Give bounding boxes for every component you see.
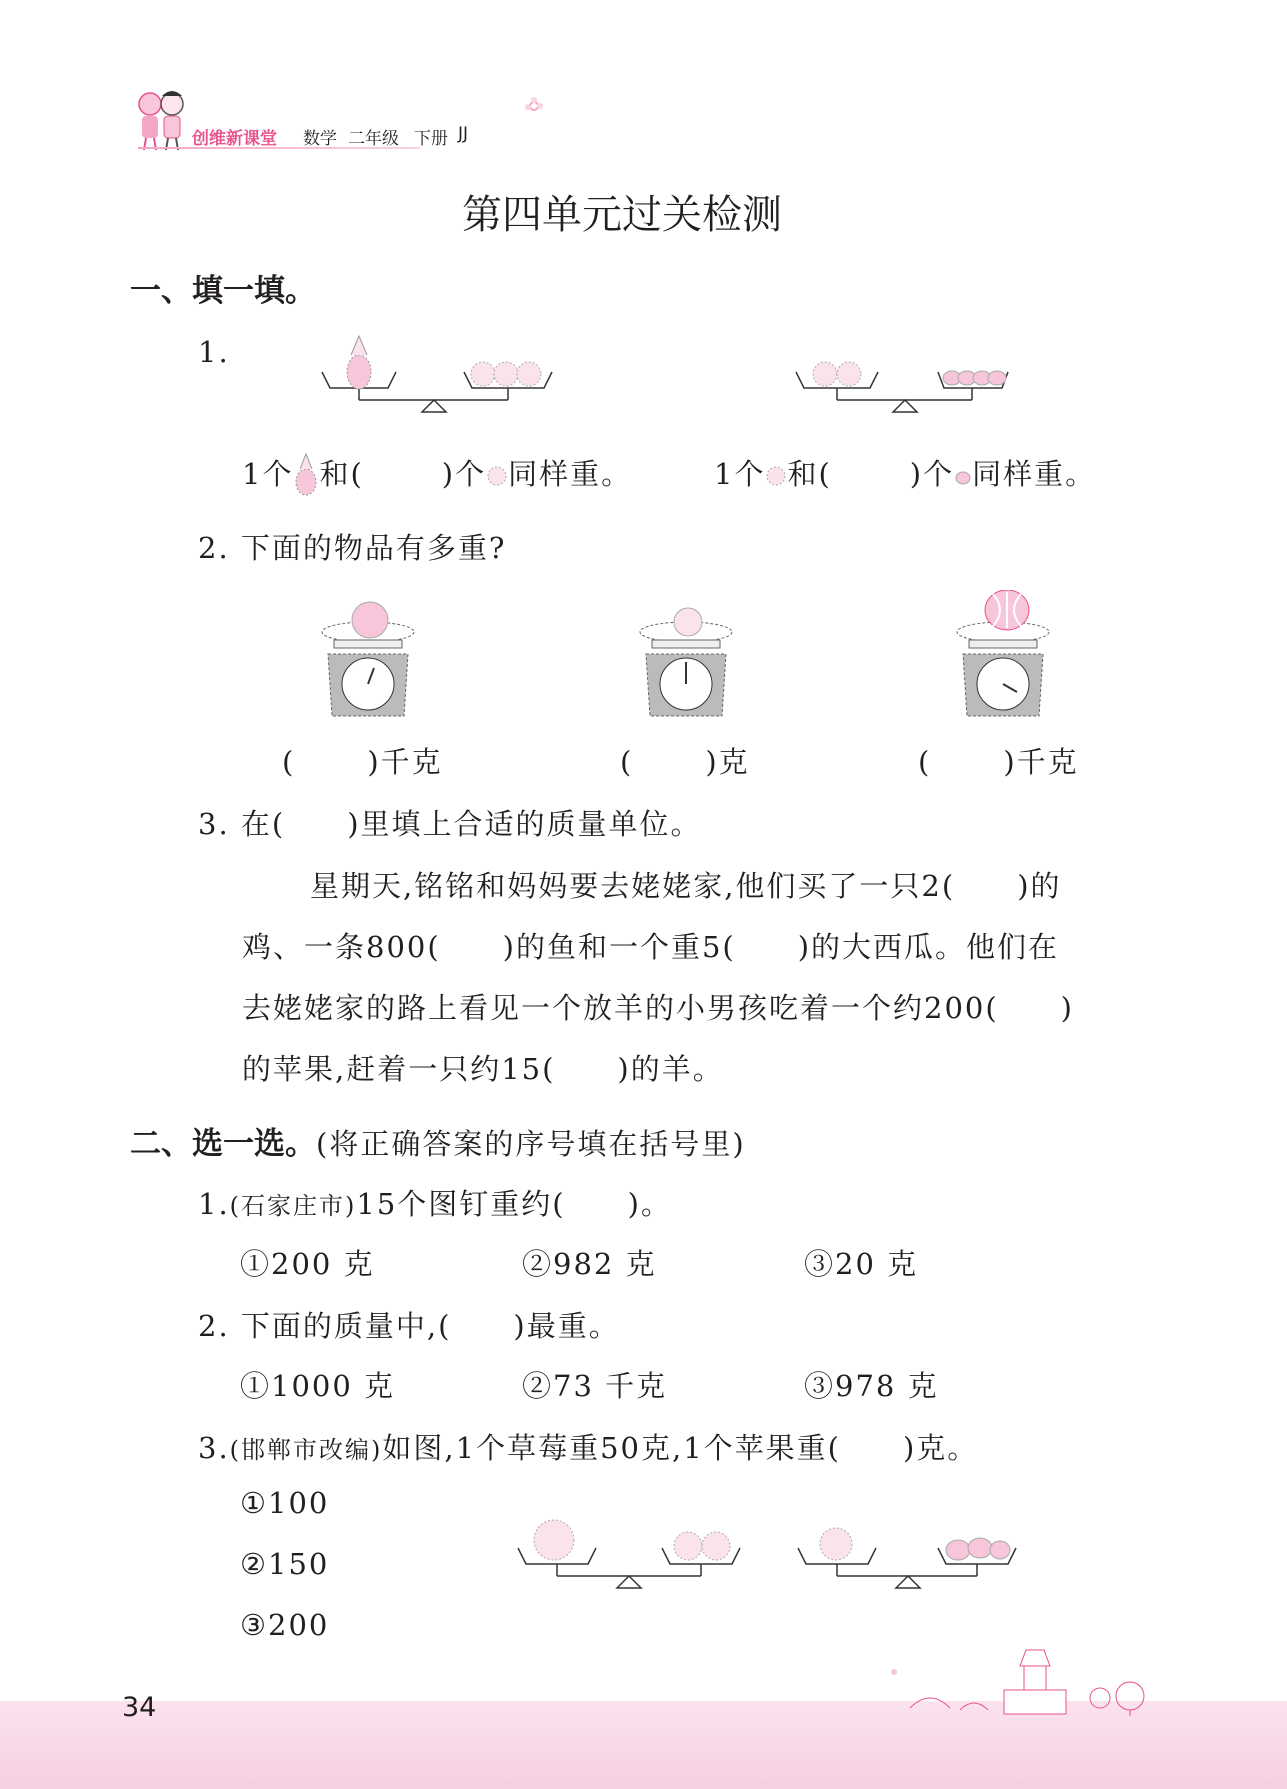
- kitchen-scale-cabbage: [318, 600, 418, 720]
- s2-q1-option-2: ②982 克: [522, 1247, 657, 1281]
- s1-q3-text: 3. 在( )里填上合适的质量单位。: [198, 807, 702, 841]
- s1-q3-line-3: 去姥姥家的路上看见一个放羊的小男孩吃着一个约200( ): [242, 991, 1074, 1025]
- pineapple-icon: [293, 452, 319, 496]
- q1-right-text-4: 同样重。: [972, 457, 1097, 491]
- page-number: 34: [122, 1692, 157, 1723]
- s1-q1-number: 1.: [198, 335, 230, 369]
- q1-right-text-2: 和(: [787, 457, 832, 491]
- flower-icon: [524, 96, 544, 116]
- apple-icon: [765, 460, 787, 490]
- castle-illustration: [890, 1648, 1160, 1716]
- s2-q3-number: 3.: [198, 1431, 230, 1465]
- s1-q3-line-1: 星期天,铭铭和妈妈要去姥姥家,他们买了一只2( )的: [310, 869, 1062, 903]
- section2-note: (将正确答案的序号填在括号里): [316, 1127, 746, 1161]
- s2-q3-option-3: ③200: [240, 1608, 330, 1642]
- header-subject: 数学: [303, 129, 337, 149]
- s2-q3-source: (邯郸市改编): [229, 1436, 383, 1464]
- header-logo-kids: [128, 86, 198, 152]
- s2-q1-number: 1.: [198, 1187, 230, 1221]
- s2-q1-source: (石家庄市): [229, 1192, 357, 1220]
- header-brand: 创维新课堂: [192, 129, 277, 149]
- q1-left-text-1: 1个: [242, 457, 294, 491]
- q1-right-text-3: )个: [909, 457, 955, 491]
- s2-q3-text: 如图,1个草莓重50克,1个苹果重( )克。: [382, 1431, 979, 1465]
- balance-scale-apples-strawberries: [792, 330, 1022, 420]
- s1-q3-line-2: 鸡、一条800( )的鱼和一个重5( )的大西瓜。他们在: [242, 930, 1060, 964]
- header-grade: 二年级: [348, 129, 399, 149]
- s2-q1-option-3: ③20 克: [804, 1247, 919, 1281]
- s2-q3-option-1: ①100: [240, 1486, 330, 1520]
- balance-scale-apple-two-apples: [516, 1512, 746, 1596]
- q2-open-paren-3: (: [918, 745, 932, 779]
- s2-q2-option-3: ③978 克: [804, 1369, 939, 1403]
- q1-left-text-2: 和(: [319, 457, 364, 491]
- s2-q2-option-1: ①1000 克: [240, 1369, 396, 1403]
- page-title: 第四单元过关检测: [462, 192, 782, 238]
- q2-open-paren-1: (: [282, 745, 296, 779]
- q2-answer-3: )千克: [1003, 745, 1079, 779]
- s1-q3-line-4: 的苹果,赶着一只约15( )的羊。: [242, 1052, 724, 1086]
- q2-answer-2: )克: [705, 745, 750, 779]
- header-edition: JJ: [458, 124, 469, 144]
- s2-q3-option-2: ②150: [240, 1547, 330, 1581]
- s2-q1-option-1: ①200 克: [240, 1247, 375, 1281]
- kitchen-scale-watermelon: [953, 590, 1053, 720]
- s2-q2-text: 2. 下面的质量中,( )最重。: [198, 1309, 620, 1343]
- balance-scale-pineapple-apples: [318, 330, 568, 420]
- s1-q2-text: 2. 下面的物品有多重?: [198, 531, 507, 565]
- section2-heading: 二、选一选。: [130, 1126, 316, 1162]
- strawberry-icon: [954, 460, 972, 490]
- section1-heading: 一、填一填。: [130, 273, 316, 309]
- q1-left-text-3: )个: [441, 457, 487, 491]
- q2-answer-1: )千克: [367, 745, 443, 779]
- s2-q2-option-2: ②73 千克: [522, 1369, 668, 1403]
- apple-icon: [486, 460, 508, 490]
- balance-scale-apple-strawberries: [796, 1512, 1022, 1596]
- q1-right-text-1: 1个: [714, 457, 766, 491]
- q1-left-text-4: 同样重。: [508, 457, 633, 491]
- q2-open-paren-2: (: [620, 745, 634, 779]
- kitchen-scale-apple: [636, 600, 736, 720]
- s2-q1-text: 15个图钉重约( )。: [356, 1187, 672, 1221]
- header-volume: 下册: [414, 129, 448, 149]
